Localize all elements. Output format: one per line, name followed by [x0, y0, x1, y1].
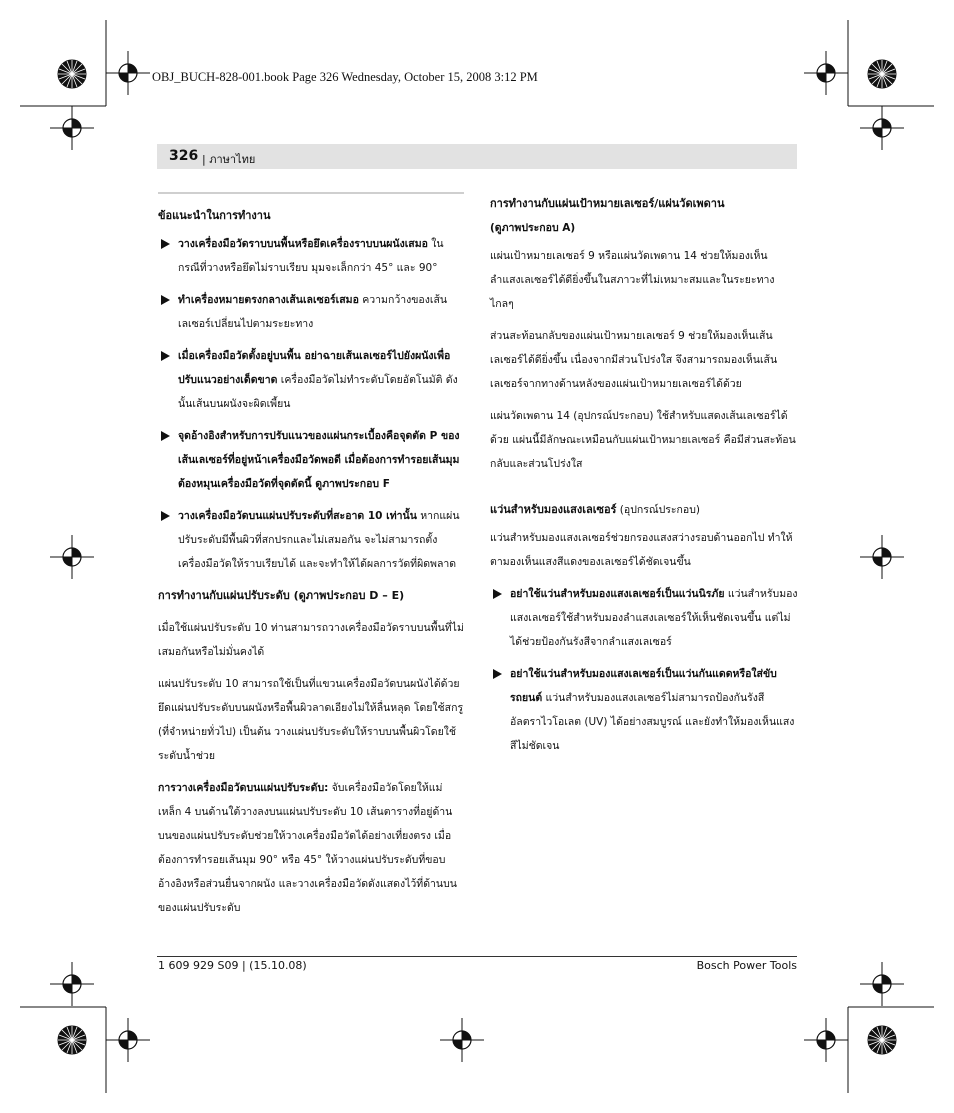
paragraph: ส่วนสะท้อนกลับของแผ่นเป้าหมายเลเซอร์ 9 ช่วยให้มองเห็นเส้นเลเซอร์ได้ดียิ่งขึ้น เนื่องจากมีส่วนโปร่งใส จึงสามารถมองเห็นเส้นเลเซอร์จากทางด้านหลังของแผ่นเป้าหมายเลเซอร์ได้ด้วย: [490, 330, 778, 390]
file-info: OBJ_BUCH-828-001.book Page 326 Wednesday, October 15, 2008 3:12 PM: [152, 70, 538, 84]
right-column: [490, 192, 798, 766]
section-title-leveling-plate: การทำงานกับแผ่นปรับระดับ (ดูภาพประกอบ D – E): [158, 589, 405, 602]
bullet-text: หากแผ่นปรับระดับมีพื้นผิวที่สกปรกและไม่เสมอกัน จะไม่สามารถตั้งเครื่องมือวัดให้ราบเรียบได้ และจะทำให้ได้ผลการวัดที่ผิดพลาด: [178, 510, 460, 570]
bullet-arrow-icon: [161, 351, 170, 361]
bullet-text: เครื่องมือวัดไม่ทำระดับโดยอัตโนมัติ ดังนั้นเส้นบนผนังจะผิดเพี้ยน: [178, 374, 458, 410]
left-column: [158, 192, 464, 928]
spacer: [490, 484, 798, 498]
paragraph-text: จับเครื่องมือวัดโดยให้แม่เหล็ก 4 บนด้านใต้วางลงบนแผ่นปรับระดับ 10 เส้นตารางที่อยู่ด้านบนของแผ่นปรับระดับช่วยให้วางเครื่องมือวัดได้อย่างเที่ยงตรง เมื่อต้องการทำรอยเส้นมุม 90° หรือ 45° ให้วางแผ่นปรับระดับที่ขอบอ้างอิงหรือส่วนยื่นจากผนัง และวางเครื่องมือวัดดังแสดงไว้ที่ด้านบนของแผ่นปรับระดับ: [158, 782, 457, 914]
paragraph: [158, 776, 464, 920]
bullet-bold-text: เมื่อเครื่องมือวัดตั้งอยู่บนพื้น อย่าฉายเส้นเลเซอร์ไปยังผนังเพื่อปรับแนวอย่างเด็ดขาด: [178, 350, 451, 386]
page-header: [157, 144, 797, 169]
bullet-text: ในกรณีที่วางหรือยึดไม่ราบเรียบ มุมจะเล็กกว่า 45° และ 90°: [178, 238, 444, 274]
list-item: [158, 232, 464, 280]
list-item: [158, 288, 464, 336]
bullet-bold-text: อย่าใช้แว่นสำหรับมองแสงเลเซอร์เป็นแว่นกันแดดหรือใส่ขับรถยนต์: [510, 668, 777, 704]
footer-brand: Bosch Power Tools: [696, 959, 797, 972]
bullet-bold-text: ทำเครื่องหมายตรงกลางเส้นเลเซอร์เสมอ: [178, 294, 359, 306]
bullet-text: แว่นสำหรับมองแสงเลเซอร์ใช้สำหรับมองลำแสงเลเซอร์ให้เห็นชัดเจนขึ้น แต่ไม่ได้ช่วยป้องกันรังสีจากลำแสงเลเซอร์: [510, 588, 798, 648]
footer-rule: [157, 956, 797, 957]
bullet-arrow-icon: [161, 295, 170, 305]
list-item: [490, 582, 798, 654]
bullet-text: ความกว้างของเส้นเลเซอร์เปลี่ยนไปตามระยะทาง: [178, 294, 448, 330]
bullet-bold-text: วางเครื่องมือวัดราบบนพื้นหรือยึดเครื่องราบบนผนังเสมอ: [178, 238, 428, 250]
bullet-bold-text: อย่าใช้แว่นสำหรับมองแสงเลเซอร์เป็นแว่นนิรภัย: [510, 588, 725, 600]
bullet-arrow-icon: [161, 431, 170, 441]
bullet-arrow-icon: [161, 239, 170, 249]
section-title-text: แว่นสำหรับมองแสงเลเซอร์: [490, 503, 617, 516]
bullet-arrow-icon: [493, 589, 502, 599]
footer-doc-number: 1 609 929 S09 | (15.10.08): [158, 959, 307, 972]
figure-reference: (ดูภาพประกอบ A): [490, 222, 576, 234]
page-language: | ภาษาไทย: [202, 153, 256, 166]
paragraph: เมื่อใช้แผ่นปรับระดับ 10 ท่านสามารถวางเครื่องมือวัดราบบนพื้นที่ไม่เสมอกันหรือไม่มั่นคงได้: [158, 622, 464, 658]
section-title-laser-glasses: [490, 498, 798, 522]
bullet-arrow-icon: [493, 669, 502, 679]
section-title-target-plate: การทำงานกับแผ่นเป้าหมายเลเซอร์/แผ่นวัดเพดาน: [490, 197, 725, 210]
paragraph: แผ่นวัดเพดาน 14 (อุปกรณ์ประกอบ) ใช้สำหรับแสดงเส้นเลเซอร์ได้ด้วย แผ่นนี้มีลักษณะเหมือนกับแผ่นเป้าหมายเลเซอร์ คือมีส่วนสะท้อนกลับและส่วนโปร่งใส: [490, 410, 796, 470]
section-title-work-tips: ข้อแนะนำในการทำงาน: [158, 209, 271, 222]
section-title-suffix: (อุปกรณ์ประกอบ): [616, 504, 700, 516]
paragraph-bold-lead: การวางเครื่องมือวัดบนแผ่นปรับระดับ:: [158, 782, 329, 794]
paragraph: แว่นสำหรับมองแสงเลเซอร์ช่วยกรองแสงสว่างรอบด้านออกไป ทำให้ตามองเห็นแสงสีแดงของเลเซอร์ได้ชัดเจนขึ้น: [490, 532, 793, 568]
bullet-arrow-icon: [161, 511, 170, 521]
list-item: [158, 424, 464, 496]
paragraph: แผ่นปรับระดับ 10 สามารถใช้เป็นที่แขวนเครื่องมือวัดบนผนังได้ด้วย ยึดแผ่นปรับระดับบนผนังหรือพื้นผิวลาดเอียงไม่ให้ลื่นหลุด โดยใช้สกรู (ที่จำหน่ายทั่วไป) เป็นต้น วางแผ่นปรับระดับให้ราบบนพื้นผิวโดยใช้ระดับน้ำช่วย: [158, 678, 464, 762]
list-item: [158, 344, 464, 416]
section-title-ref: [490, 216, 798, 240]
paragraph: แผ่นเป้าหมายเลเซอร์ 9 หรือแผ่นวัดเพดาน 14 ช่วยให้มองเห็นลำแสงเลเซอร์ได้ดียิ่งขึ้นในสภาวะที่ไม่เหมาะสมและในระยะทางไกลๆ: [490, 250, 775, 310]
section-rule: [158, 192, 464, 194]
bullet-text: แว่นสำหรับมองแสงเลเซอร์ไม่สามารถป้องกันรังสีอัลตราไวโอเลต (UV) ได้อย่างสมบูรณ์ และยังทำให้มองเห็นแสงสีไม่ชัดเจน: [510, 692, 795, 752]
page-number: 326: [169, 148, 199, 164]
list-item: [158, 504, 464, 576]
bullet-bold-text: วางเครื่องมือวัดบนแผ่นปรับระดับที่สะอาด 10 เท่านั้น: [178, 510, 417, 522]
list-item: [490, 662, 798, 758]
bullet-bold-text: จุดอ้างอิงสำหรับการปรับแนวของแผ่นกระเบื้องคือจุดตัด P ของเส้นเลเซอร์ที่อยู่หน้าเครื่องมือวัดพอดี เมื่อต้องการทำรอยเส้นมุม ต้องหมุนเครื่องมือวัดที่จุดตัดนี้ ดูภาพประกอบ F: [178, 430, 460, 490]
